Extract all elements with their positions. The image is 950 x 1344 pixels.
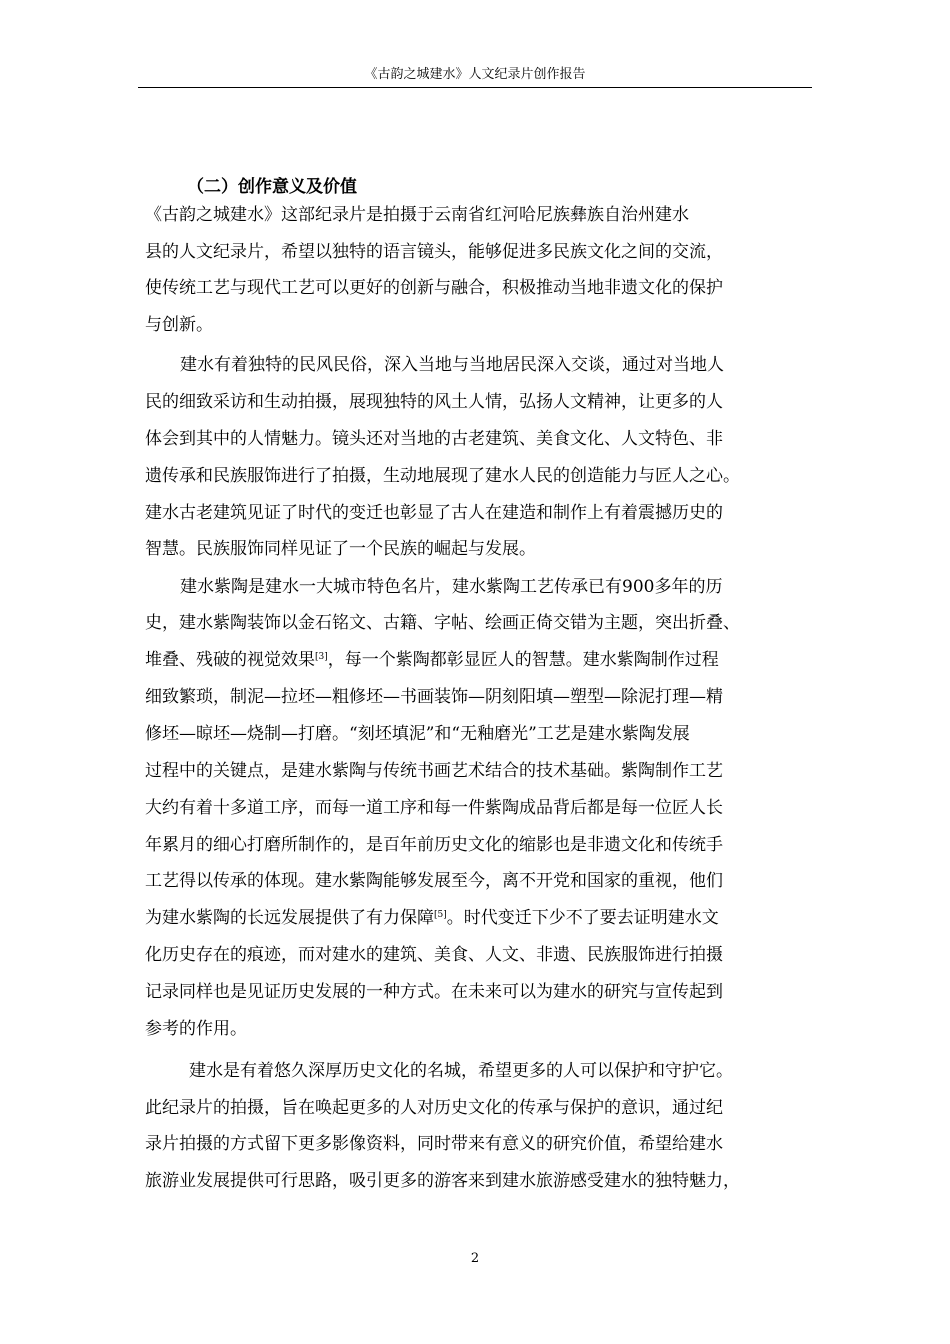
text-line: 录片拍摄的方式留下更多影像资料，同时带来有意义的研究价值，希望给建水 [145, 1134, 723, 1154]
text-line: 使传统工艺与现代工艺可以更好的创新与融合，积极推动当地非遗文化的保护 [145, 278, 723, 298]
text-line: 与创新。 [145, 315, 213, 335]
text-line: 年累月的细心打磨所制作的，是百年前历史文化的缩影也是非遗文化和传统手 [145, 835, 723, 855]
text-line: 民的细致采访和生动拍摄，展现独特的风土人情，弘扬人文精神，让更多的人 [145, 392, 723, 412]
citation-3: [3] [315, 652, 328, 662]
text-line: 遗传承和民族服饰进行了拍摄，生动地展现了建水人民的创造能力与匠人之心。 [145, 466, 740, 486]
text-line: 建水是有着悠久深厚历史文化的名城，希望更多的人可以保护和守护它。 [189, 1061, 733, 1081]
citation-5: [5] [434, 910, 447, 920]
text-line: 记录同样也是见证历史发展的一种方式。在未来可以为建水的研究与宣传起到 [145, 982, 723, 1002]
text-line: 县的人文纪录片，希望以独特的语言镜头，能够促进多民族文化之间的交流， [145, 242, 723, 262]
text-line: 为建水紫陶的长远发展提供了有力保障[5]。时代变迁下少不了要去证明建水文 [145, 908, 719, 928]
text-line: 旅游业发展提供可行思路，吸引更多的游客来到建水旅游感受建水的独特魅力， [145, 1171, 740, 1191]
text-line: 此纪录片的拍摄，旨在唤起更多的人对历史文化的传承与保护的意识，通过纪 [145, 1098, 723, 1118]
running-header: 《古韵之城建水》人文纪录片创作报告 [364, 67, 586, 82]
text-line: 建水古老建筑见证了时代的变迁也彰显了古人在建造和制作上有着震撼历史的 [145, 503, 723, 523]
header-rule [138, 87, 812, 88]
text-line: 智慧。民族服饰同样见证了一个民族的崛起与发展。 [145, 539, 536, 559]
text-line: 过程中的关键点，是建水紫陶与传统书画艺术结合的技术基础。紫陶制作工艺 [145, 761, 723, 781]
section-title: （二）创作意义及价值 [187, 177, 357, 197]
text-line: 堆叠、残破的视觉效果[3]，每一个紫陶都彰显匠人的智慧。建水紫陶制作过程 [145, 650, 719, 670]
text-line: 细致繁琐，制泥—拉坯—粗修坯—书画装饰—阴刻阳填—塑型—除泥打理—精 [145, 687, 723, 707]
text-line: 修坯—晾坯—烧制—打磨。“刻坯填泥”和“无釉磨光”工艺是建水紫陶发展 [145, 724, 690, 744]
text-line: 体会到其中的人情魅力。镜头还对当地的古老建筑、美食文化、人文特色、非 [145, 429, 723, 449]
text-line: 参考的作用。 [145, 1019, 247, 1039]
page-number: 2 [470, 1251, 480, 1266]
text-line: 建水有着独特的民风民俗，深入当地与当地居民深入交谈，通过对当地人 [180, 355, 724, 375]
text-line: 《古韵之城建水》这部纪录片是拍摄于云南省红河哈尼族彝族自治州建水 [145, 205, 689, 225]
text-line: 史，建水紫陶装饰以金石铭文、古籍、字帖、绘画正倚交错为主题，突出折叠、 [145, 613, 740, 633]
text-line: 工艺得以传承的体现。建水紫陶能够发展至今，离不开党和国家的重视，他们 [145, 871, 723, 891]
text-line: 大约有着十多道工序，而每一道工序和每一件紫陶成品背后都是每一位匠人长 [145, 798, 723, 818]
text-line: 化历史存在的痕迹，而对建水的建筑、美食、人文、非遗、民族服饰进行拍摄 [145, 945, 723, 965]
text-line: 建水紫陶是建水一大城市特色名片，建水紫陶工艺传承已有900多年的历 [180, 577, 723, 597]
